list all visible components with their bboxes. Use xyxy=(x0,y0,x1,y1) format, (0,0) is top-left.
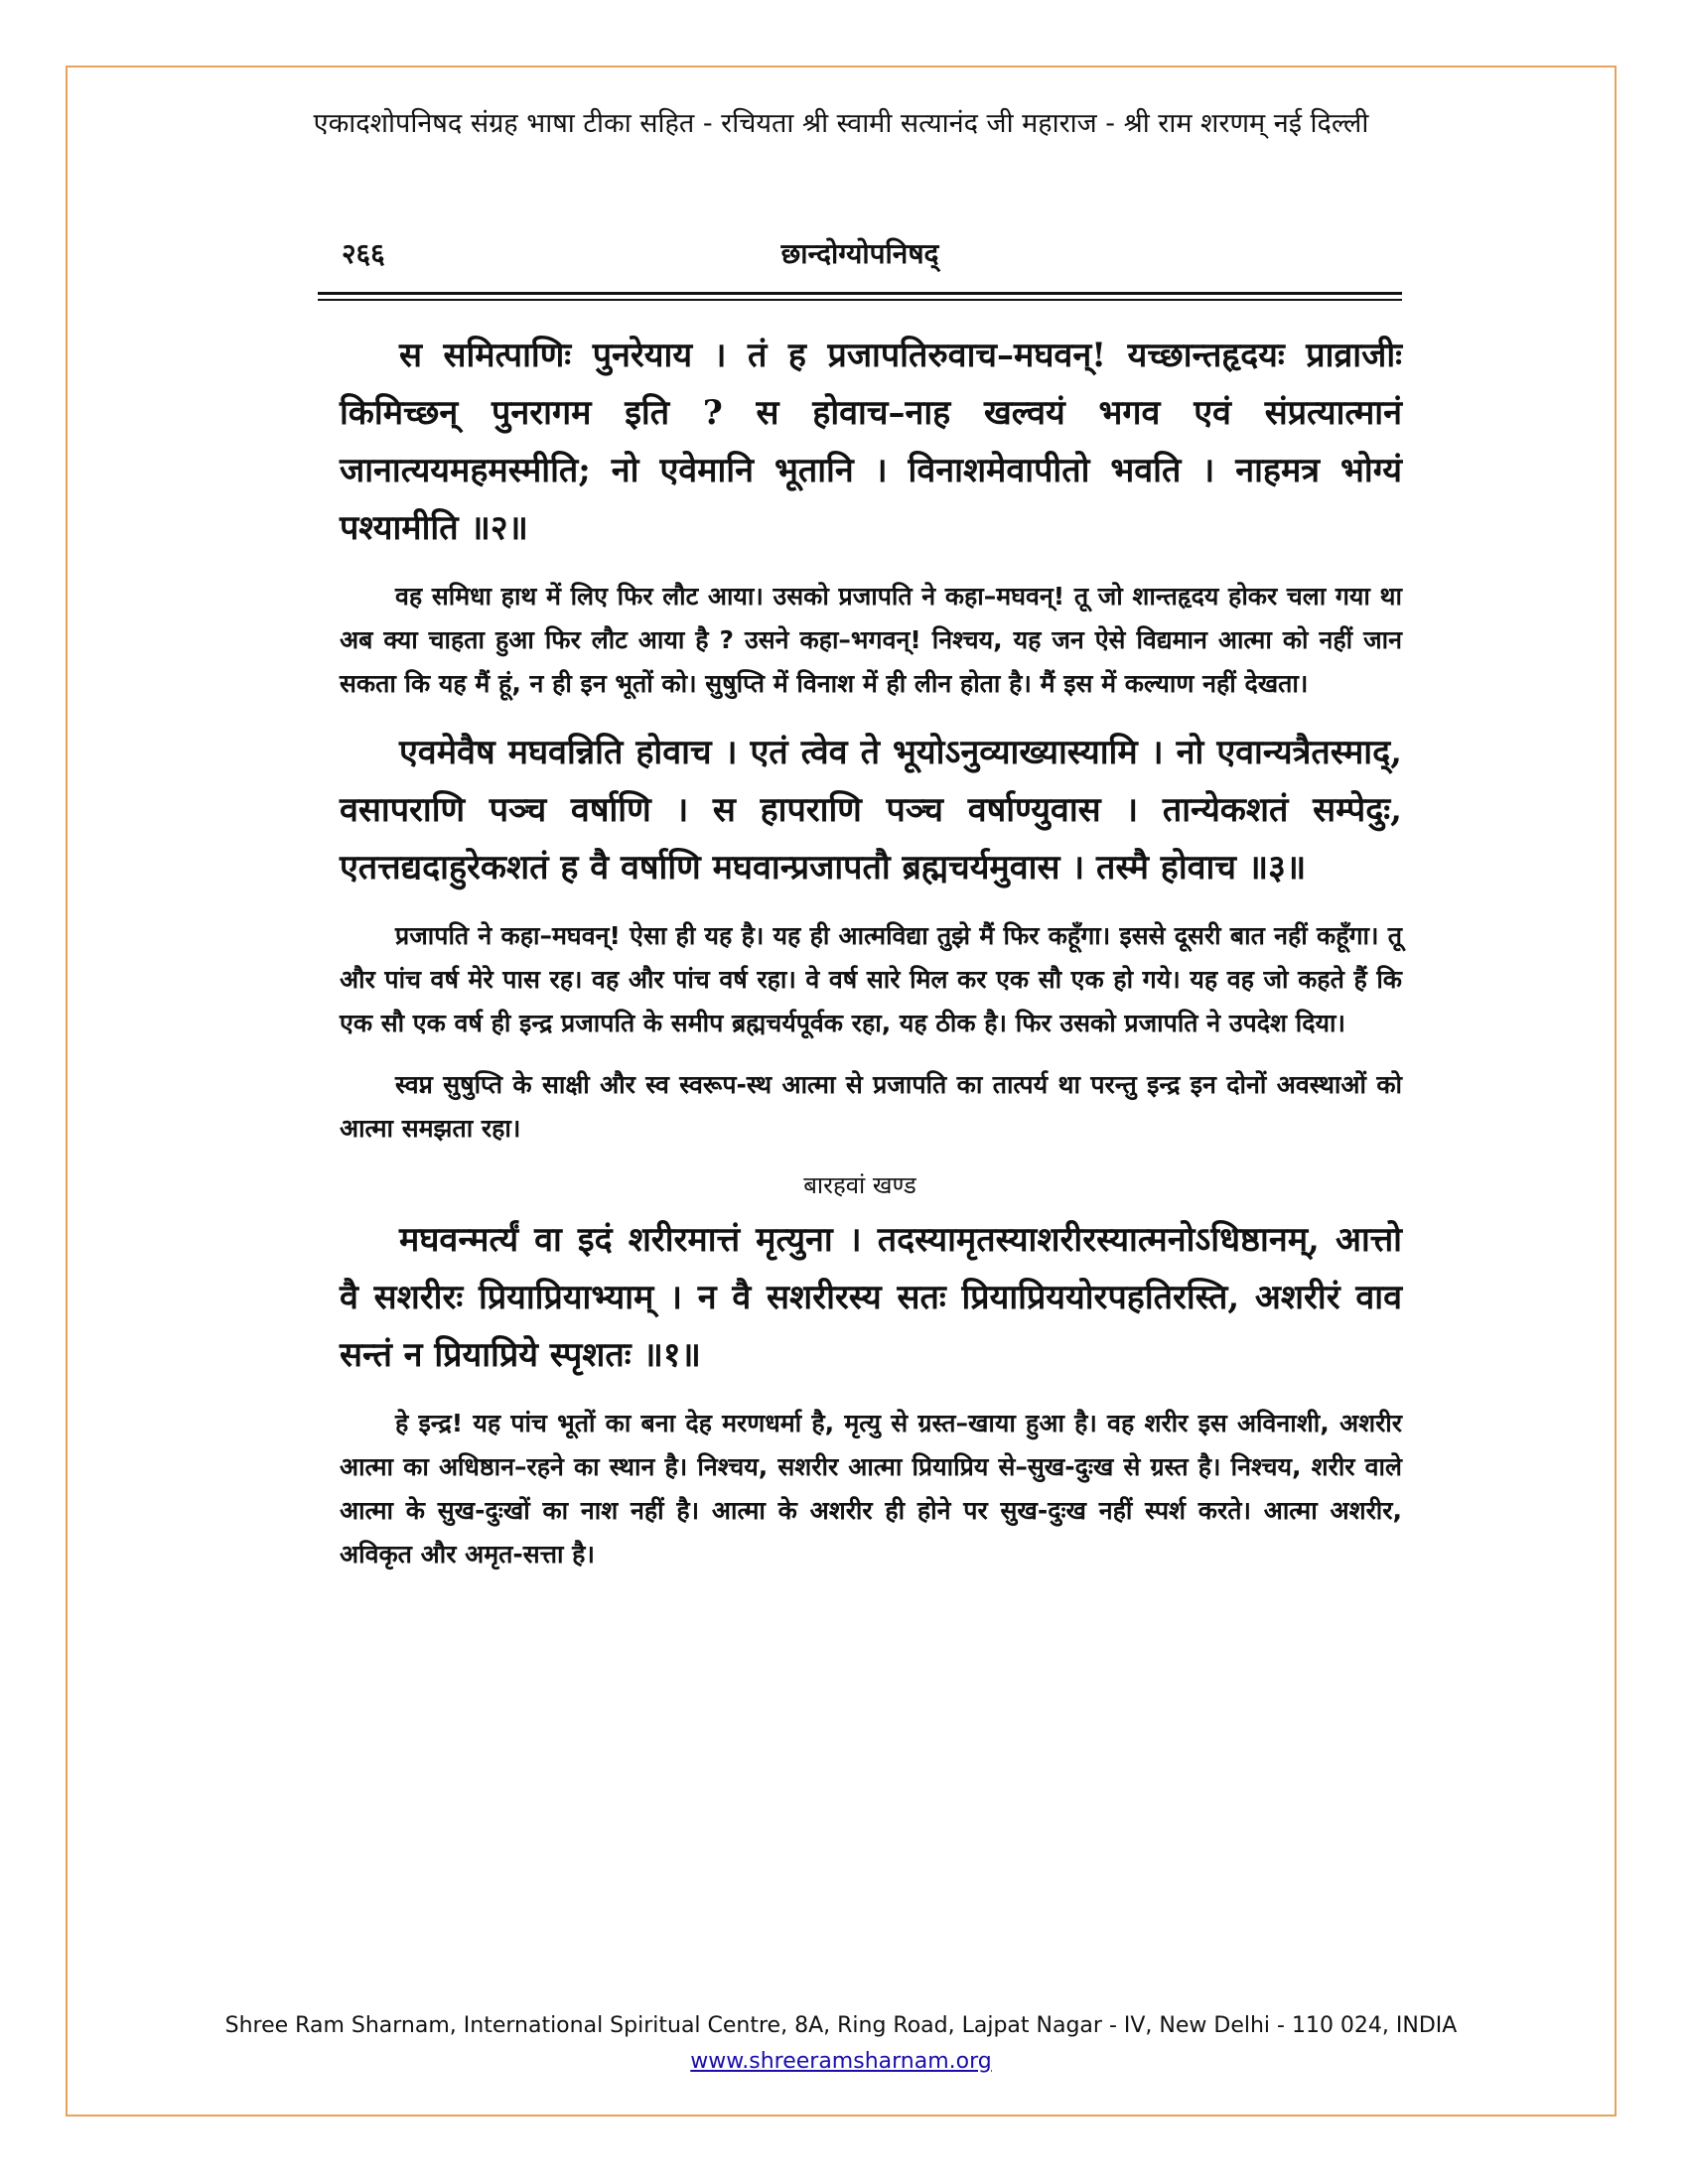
hindi-commentary-12-1: हे इन्द्र! यह पांच भूतों का बना देह मरणधर्मा है, मृत्यु से ग्रस्त–खाया हुआ है। वह शरीर इस अविनाशी, अशरीर आत्मा का अधिष्ठान–रहने का स्थान है। निश्चय, सशरीर आत्मा प्रियाप्रिय से–सुख-दुःख से ग्रस्त है। निश्चय, शरीर वाले आत्मा के सुख-दुःखों का नाश नहीं है। आत्मा के अशरीर ही होने पर सुख-दुःख नहीं स्पर्श करते। आत्मा अशरीर, अविकृत और अमृत-सत्ता है। xyxy=(340,1409,1402,1569)
document-header: एकादशोपनिषद संग्रह भाषा टीका सहित - रचियता श्री स्वामी सत्यानंद जी महाराज - श्री राम शरणम् नई दिल्ली xyxy=(313,108,1369,139)
header-rule-top xyxy=(318,292,1402,295)
page-title: छान्दोग्योपनिषद् xyxy=(780,237,939,270)
page-head xyxy=(318,230,1402,274)
page-number: २६६ xyxy=(342,237,385,270)
website-link[interactable]: www.shreeramsharnam.org xyxy=(690,2049,992,2074)
sanskrit-verse-12-1: मघवन्मर्त्यं वा इदं शरीरमात्तं मृत्युना । तदस्यामृतस्याशरीरस्यात्मनोऽधिष्ठानम्, आत्तो वै सशरीरः प्रियाप्रियाभ्याम् । न वै सशरीरस्य सतः प्रियाप्रिययोरपहतिरस्ति, अशरीरं वाव सन्तं न प्रियाप्रिये स्पृशतः ॥१॥ xyxy=(340,1220,1402,1375)
sanskrit-verse-3: एवमेवैष मघवन्निति होवाच । एतं त्वेव ते भूयोऽनुव्याख्यास्यामि । नो एवान्यत्रैतस्माद्, वसापराणि पञ्च वर्षाणि । स हापराणि पञ्च वर्षाण्युवास । तान्येकशतं सम्पेदुः, एतत्तद्यदाहुरेकशतं ह वै वर्षाणि मघवान्प्रजापतौ ब्रह्मचर्यमुवास । तस्मै होवाच ॥३॥ xyxy=(340,733,1402,887)
hindi-note: स्वप्न सुषुप्ति के साक्षी और स्व स्वरूप-स्थ आत्मा से प्रजापति का तात्पर्य था परन्तु इन्द्र इन दोनों अवस्थाओं को आत्मा समझता रहा। xyxy=(340,1070,1402,1143)
hindi-commentary-2: वह समिधा हाथ में लिए फिर लौट आया। उसको प्रजापति ने कहा–मघवन्! तू जो शान्तहृदय होकर चला गया था अब क्या चाहता हुआ फिर लौट आया है ? उसने कहा–भगवन्! निश्चय, यह जन ऐसे विद्यमान आत्मा को नहीं जान सकता कि यह मैं हूं, न ही इन भूतों को। सुषुप्ति में विनाश में ही लीन होता है। मैं इस में कल्याण नहीं देखता। xyxy=(340,582,1402,698)
sanskrit-verse-2: स समित्पाणिः पुनरेयाय । तं ह प्रजापतिरुवाच–मघवन्! यच्छान्तहृदयः प्राव्राजीः किमिच्छन् पुनरागम इति ? स होवाच–नाह खल्वयं भगव एवं संप्रत्यात्मानं जानात्ययमहमस्मीति; नो एवेमानि भूतानि । विनाशमेवापीतो भवति । नाहमत्र भोग्यं पश्यामीति ॥२॥ xyxy=(340,336,1402,548)
hindi-commentary-3: प्रजापति ने कहा–मघवन्! ऐसा ही यह है। यह ही आत्मविद्या तुझे मैं फिर कहूँगा। इससे दूसरी बात नहीं कहूँगा। तू और पांच वर्ष मेरे पास रह। वह और पांच वर्ष रहा। वे वर्ष सारे मिल कर एक सौ एक हो गये। यह वह जो कहते हैं कि एक सौ एक वर्ष ही इन्द्र प्रजापति के समीप ब्रह्मचर्यपूर्वक रहा, यह ठीक है। फिर उसको प्रजापति ने उपदेश दिया। xyxy=(340,921,1402,1037)
section-title: बारहवां खण्ड xyxy=(803,1171,916,1199)
header-rule-bottom xyxy=(318,299,1402,301)
footer-address: Shree Ram Sharnam, International Spiritual Centre, 8A, Ring Road, Lajpat Nagar - IV, New Delhi - 110 024, INDIA xyxy=(224,2013,1458,2038)
scanned-page xyxy=(318,230,1402,1958)
